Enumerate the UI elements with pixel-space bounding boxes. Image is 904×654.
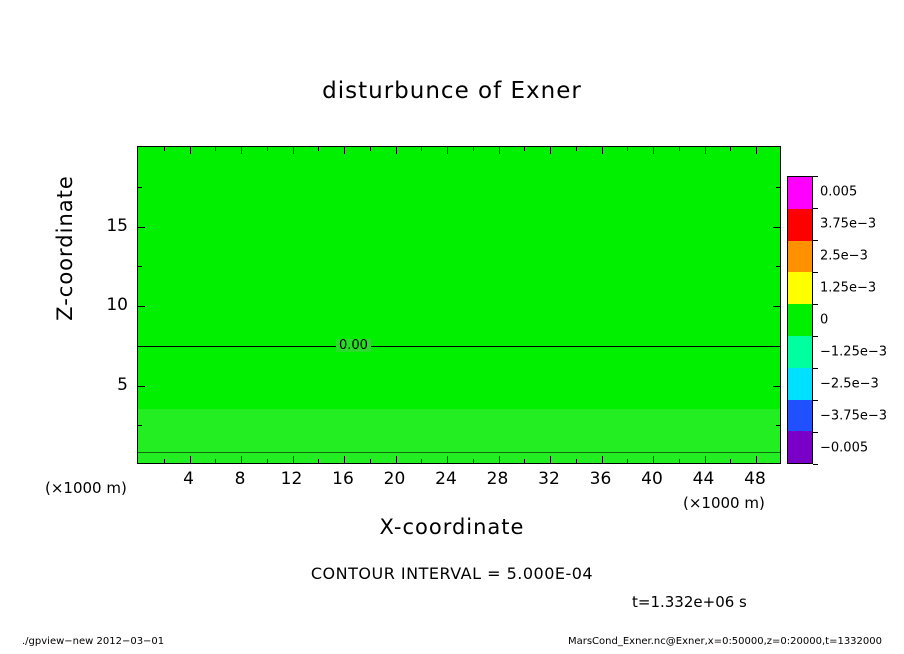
x-tick-bottom (190, 456, 191, 463)
x-tick-bottom (499, 456, 500, 463)
x-tick-minor-top (370, 147, 371, 151)
x-tick-label: 20 (383, 469, 406, 489)
x-tick-label: 44 (692, 469, 715, 489)
x-tick-minor-top (318, 147, 319, 151)
colorbar-cell (788, 336, 812, 368)
x-tick-top (344, 147, 345, 154)
x-tick-label: 12 (280, 469, 303, 489)
y-tick-label: 10 (106, 295, 128, 315)
colorbar-cell (788, 368, 812, 400)
x-tick-top (550, 147, 551, 154)
y-tick-right (773, 386, 780, 387)
field-band-upper (138, 147, 780, 409)
x-tick-bottom (756, 456, 757, 463)
x-tick-label: 16 (332, 469, 354, 489)
x-tick-bottom (293, 456, 294, 463)
x-tick-label: 36 (589, 469, 612, 489)
x-tick-bottom (705, 456, 706, 463)
x-tick-minor-bottom (679, 459, 680, 463)
x-tick-minor-bottom (576, 459, 577, 463)
x-tick-label: 48 (744, 469, 766, 489)
x-tick-minor-bottom (473, 459, 474, 463)
y-tick-minor-left (138, 425, 142, 426)
x-tick-label: 32 (538, 469, 560, 489)
contour-zero-label: 0.00 (336, 339, 371, 352)
colorbar-tick (813, 336, 818, 337)
colorbar-tick (813, 272, 818, 273)
y-tick-left (138, 386, 145, 387)
y-tick-minor-left (138, 187, 142, 188)
y-tick-right (773, 227, 780, 228)
colorbar-label: −2.5e−3 (820, 376, 879, 392)
colorbar-tick (813, 208, 818, 209)
x-axis-unit-left: (×1000 m) (45, 479, 127, 497)
x-tick-minor-bottom (267, 459, 268, 463)
x-tick-top (293, 147, 294, 154)
y-tick-minor-right (776, 187, 780, 188)
colorbar-label: 0 (820, 312, 829, 328)
colorbar-tick (813, 464, 818, 465)
colorbar-cell (788, 177, 812, 209)
colorbar-label: −3.75e−3 (820, 408, 887, 424)
chart-title: disturbunce of Exner (322, 78, 582, 104)
x-axis-title: X-coordinate (379, 515, 525, 539)
y-tick-minor-left (138, 346, 142, 347)
x-tick-minor-top (473, 147, 474, 151)
x-tick-top (190, 147, 191, 154)
terrain-rough-line (138, 452, 780, 453)
x-tick-top (499, 147, 500, 154)
y-tick-minor-left (138, 266, 142, 267)
x-tick-label: 24 (435, 469, 457, 489)
colorbar-tick (813, 432, 818, 433)
x-axis-unit-right: (×1000 m) (683, 494, 765, 512)
colorbar-cell (788, 400, 812, 432)
x-tick-minor-bottom (421, 459, 422, 463)
colorbar-tick (813, 368, 818, 369)
x-tick-label: 4 (183, 469, 194, 489)
footer-left-text: ./gpview−new 2012−03−01 (22, 636, 165, 647)
colorbar-label: −1.25e−3 (820, 344, 887, 360)
y-axis-title: Z-coordinate (53, 175, 77, 321)
colorbar-label: 1.25e−3 (820, 280, 877, 296)
y-tick-left (138, 227, 145, 228)
colorbar-tick (813, 240, 818, 241)
x-tick-bottom (447, 456, 448, 463)
x-tick-label: 40 (641, 469, 663, 489)
colorbar-label: 2.5e−3 (820, 248, 868, 264)
x-tick-bottom (653, 456, 654, 463)
colorbar-label: 3.75e−3 (820, 216, 877, 232)
contour-interval-text: CONTOUR INTERVAL = 5.000E-04 (310, 564, 594, 583)
x-tick-top (447, 147, 448, 154)
x-tick-minor-top (627, 147, 628, 151)
colorbar-cell (788, 272, 812, 304)
x-tick-top (602, 147, 603, 154)
y-tick-minor-right (776, 266, 780, 267)
y-tick-right (773, 306, 780, 307)
field-band-lower (138, 407, 780, 463)
x-tick-bottom (550, 456, 551, 463)
time-label: t=1.332e+06 s (632, 593, 747, 611)
colorbar-label: −0.005 (820, 440, 869, 456)
x-tick-minor-top (421, 147, 422, 151)
y-tick-minor-right (776, 346, 780, 347)
x-tick-minor-bottom (164, 459, 165, 463)
footer-right-text: MarsCond_Exner.nc@Exner,x=0:50000,z=0:20000,t=1332000 (567, 636, 882, 647)
x-tick-top (396, 147, 397, 154)
x-tick-top (653, 147, 654, 154)
x-tick-minor-top (730, 147, 731, 151)
x-tick-bottom (241, 456, 242, 463)
colorbar-cell (788, 431, 812, 463)
y-tick-label: 15 (106, 216, 128, 236)
colorbar (787, 176, 813, 464)
x-tick-bottom (396, 456, 397, 463)
colorbar-cell (788, 304, 812, 336)
x-tick-bottom (602, 456, 603, 463)
colorbar-cell (788, 209, 812, 241)
colorbar-tick (813, 176, 818, 177)
x-tick-bottom (344, 456, 345, 463)
x-tick-minor-top (576, 147, 577, 151)
x-tick-minor-bottom (730, 459, 731, 463)
x-tick-top (705, 147, 706, 154)
colorbar-label: 0.005 (820, 184, 858, 200)
x-tick-minor-bottom (215, 459, 216, 463)
plot-area (137, 146, 781, 464)
x-tick-top (756, 147, 757, 154)
x-tick-minor-bottom (318, 459, 319, 463)
x-tick-minor-bottom (627, 459, 628, 463)
x-tick-minor-bottom (370, 459, 371, 463)
y-tick-label: 5 (117, 375, 128, 395)
x-tick-label: 8 (234, 469, 246, 489)
x-tick-top (241, 147, 242, 154)
x-tick-minor-top (679, 147, 680, 151)
x-tick-minor-top (524, 147, 525, 151)
x-tick-minor-top (267, 147, 268, 151)
x-tick-minor-top (215, 147, 216, 151)
colorbar-tick (813, 400, 818, 401)
y-tick-left (138, 306, 145, 307)
x-tick-label: 28 (486, 469, 509, 489)
colorbar-tick (813, 304, 818, 305)
colorbar-cell (788, 241, 812, 273)
y-tick-minor-right (776, 425, 780, 426)
contour-zero-line (138, 346, 780, 347)
x-tick-minor-top (164, 147, 165, 151)
x-tick-minor-bottom (524, 459, 525, 463)
